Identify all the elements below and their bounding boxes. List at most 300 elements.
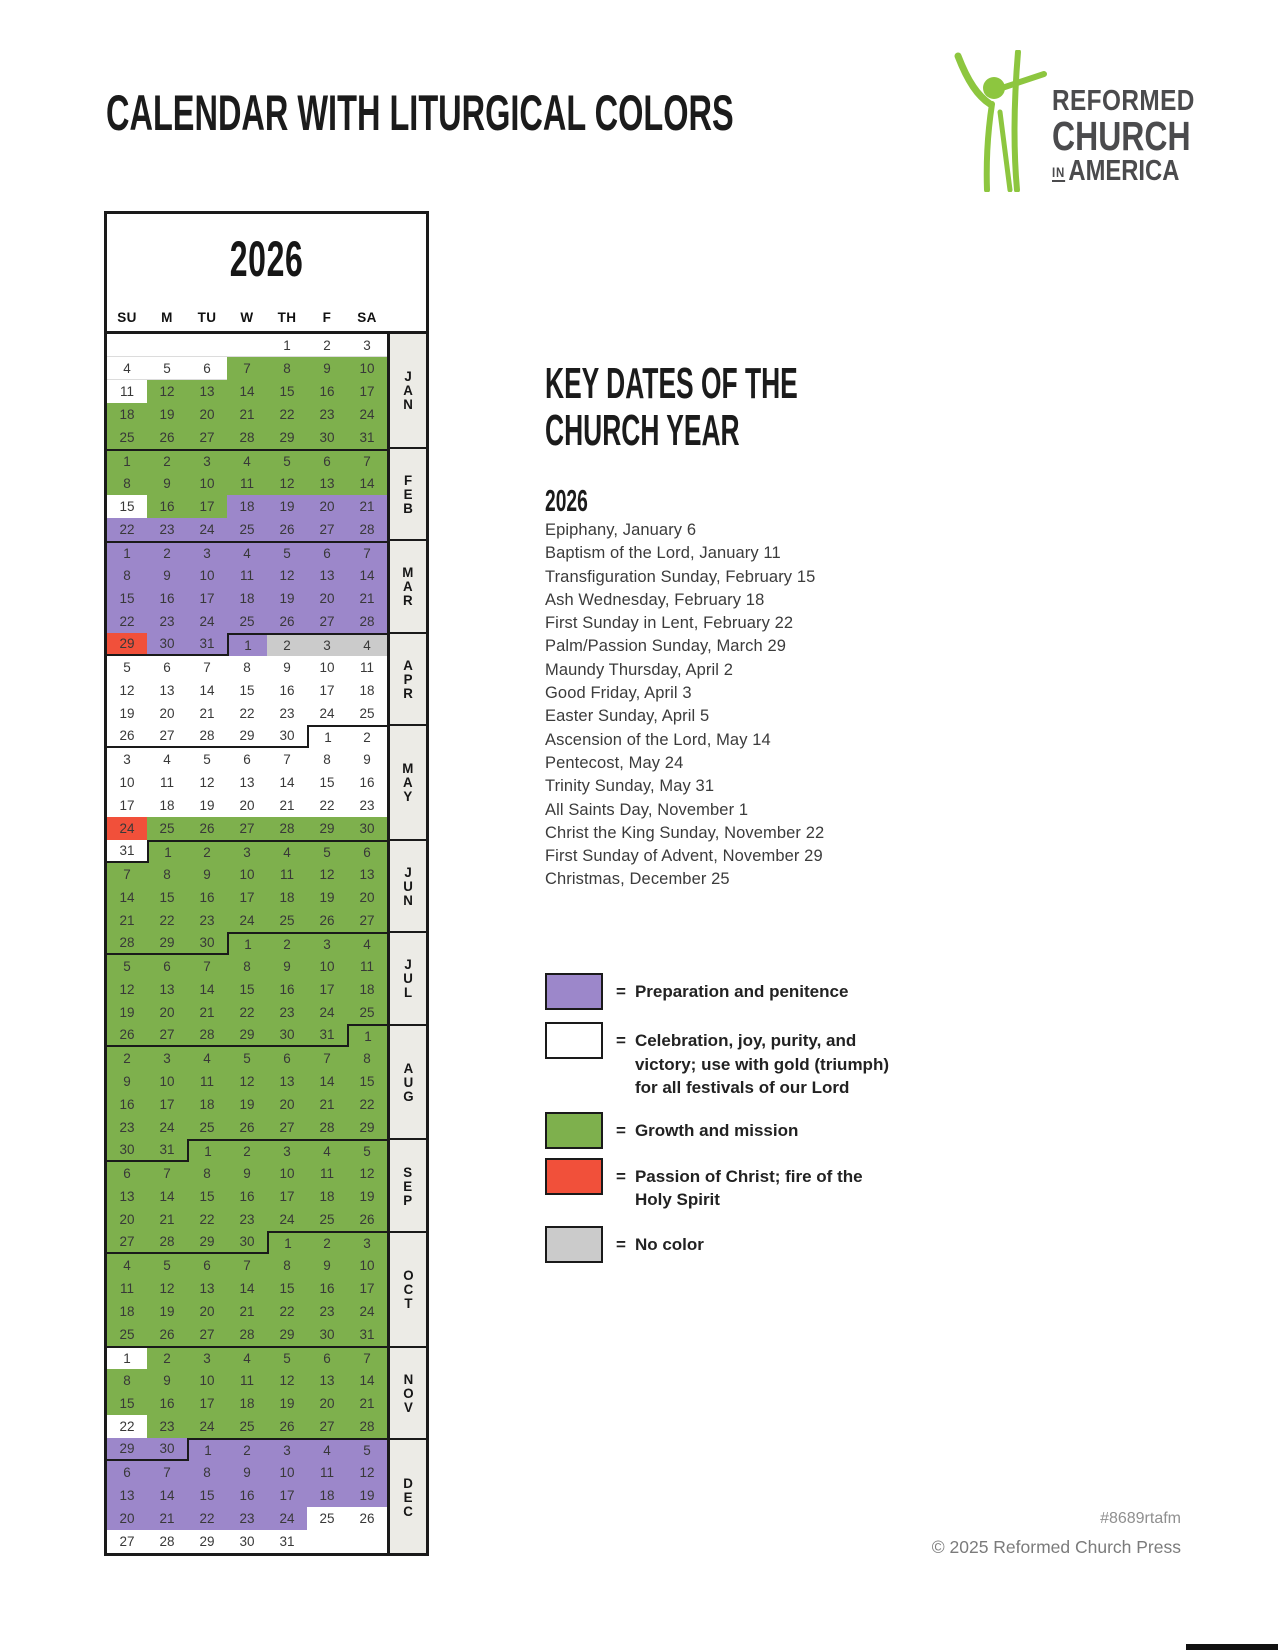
day-cell: 26 bbox=[267, 518, 307, 541]
day-cell: 26 bbox=[147, 1323, 187, 1346]
day-cell: 7 bbox=[307, 1047, 347, 1070]
month-label-letter: N bbox=[403, 396, 413, 413]
month-label bbox=[402, 565, 413, 607]
day-cell: 29 bbox=[187, 1231, 227, 1254]
week-row bbox=[107, 1070, 387, 1093]
equals-sign: = bbox=[616, 1234, 626, 1254]
day-cell: 13 bbox=[147, 679, 187, 702]
day-cell: 27 bbox=[187, 426, 227, 449]
day-cell: 17 bbox=[147, 1093, 187, 1116]
day-cell: 14 bbox=[227, 380, 267, 403]
day-cell: 18 bbox=[347, 978, 387, 1001]
day-cell: 26 bbox=[107, 725, 147, 748]
day-cell: 4 bbox=[227, 541, 267, 564]
day-cell: 9 bbox=[107, 1070, 147, 1093]
equals-sign: = bbox=[616, 1120, 626, 1140]
day-cell: 28 bbox=[227, 426, 267, 449]
day-cell: 15 bbox=[227, 978, 267, 1001]
day-cell: 21 bbox=[307, 1093, 347, 1116]
day-cell: 1 bbox=[267, 1231, 307, 1254]
day-cell: 19 bbox=[107, 1001, 147, 1024]
day-cell: 7 bbox=[227, 1254, 267, 1277]
key-date-item: First Sunday of Advent, November 29 bbox=[545, 847, 823, 866]
day-cell: 17 bbox=[307, 978, 347, 1001]
day-cell: 16 bbox=[227, 1484, 267, 1507]
day-cell: 3 bbox=[307, 932, 347, 955]
key-dates-heading-line1: KEY DATES OF THE bbox=[545, 359, 798, 408]
day-cell: 29 bbox=[107, 1438, 147, 1461]
day-cell: 28 bbox=[187, 1024, 227, 1047]
day-cell: 2 bbox=[187, 840, 227, 863]
month-label-letter: C bbox=[403, 1281, 413, 1298]
day-cell: 15 bbox=[267, 380, 307, 403]
day-cell: 25 bbox=[227, 518, 267, 541]
legend-text-line: No color bbox=[634, 1234, 704, 1254]
day-cell: 27 bbox=[107, 1530, 147, 1553]
day-cell: 21 bbox=[107, 909, 147, 932]
rca-logo-mark bbox=[950, 50, 1050, 192]
day-cell: 2 bbox=[227, 1438, 267, 1461]
key-date-item: Epiphany, January 6 bbox=[545, 521, 697, 539]
day-cell: 1 bbox=[307, 725, 347, 748]
day-cell: 8 bbox=[187, 1461, 227, 1484]
day-cell: 16 bbox=[107, 1093, 147, 1116]
day-cell: 14 bbox=[227, 1277, 267, 1300]
day-cell: 18 bbox=[267, 886, 307, 909]
day-cell: 31 bbox=[347, 426, 387, 449]
day-cell: 17 bbox=[187, 1392, 227, 1415]
day-cell: 23 bbox=[267, 702, 307, 725]
day-cell: 22 bbox=[267, 403, 307, 426]
day-cell: 12 bbox=[147, 1277, 187, 1300]
day-cell: 16 bbox=[307, 380, 347, 403]
day-cell: 22 bbox=[107, 610, 147, 633]
day-cell: 30 bbox=[227, 1530, 267, 1553]
logo-head-icon bbox=[983, 77, 1005, 99]
day-cell: 18 bbox=[107, 1300, 147, 1323]
day-cell: 24 bbox=[187, 610, 227, 633]
day-cell: 11 bbox=[227, 1369, 267, 1392]
day-cell: 6 bbox=[187, 1254, 227, 1277]
day-cell: 7 bbox=[347, 541, 387, 564]
day-cell: 22 bbox=[227, 1001, 267, 1024]
day-cell: 21 bbox=[347, 587, 387, 610]
day-cell: 29 bbox=[267, 1323, 307, 1346]
day-cell: 25 bbox=[227, 610, 267, 633]
day-cell: 26 bbox=[107, 1024, 147, 1047]
footer-copyright: © 2025 Reformed Church Press bbox=[931, 1537, 1181, 1557]
day-cell: 19 bbox=[347, 1185, 387, 1208]
month-label-letter: N bbox=[403, 892, 413, 909]
day-cell: 22 bbox=[107, 1415, 147, 1438]
key-date-item: Christ the King Sunday, November 22 bbox=[545, 823, 825, 842]
day-cell: 27 bbox=[307, 518, 347, 541]
legend-label bbox=[616, 1022, 889, 1100]
day-cell: 25 bbox=[227, 1415, 267, 1438]
day-cell: 18 bbox=[147, 794, 187, 817]
day-cell: 20 bbox=[147, 1001, 187, 1024]
key-dates-heading bbox=[545, 360, 798, 454]
day-cell: 24 bbox=[147, 1116, 187, 1139]
day-cell: 12 bbox=[227, 1070, 267, 1093]
day-cell: 8 bbox=[107, 472, 147, 495]
week-row bbox=[107, 1507, 387, 1530]
day-cell: 27 bbox=[187, 1323, 227, 1346]
day-cell: 12 bbox=[347, 1461, 387, 1484]
month-segment-may bbox=[390, 724, 426, 839]
key-date-item: Ascension of the Lord, May 14 bbox=[545, 730, 771, 749]
day-cell: 23 bbox=[147, 518, 187, 541]
month-label-letter: O bbox=[402, 1384, 414, 1401]
day-cell: 30 bbox=[227, 1231, 267, 1254]
day-cell: 23 bbox=[107, 1116, 147, 1139]
day-cell: 17 bbox=[307, 679, 347, 702]
day-cell: 4 bbox=[187, 1047, 227, 1070]
day-cell: 11 bbox=[347, 955, 387, 978]
day-cell: 26 bbox=[267, 610, 307, 633]
day-cell: 6 bbox=[267, 1047, 307, 1070]
day-cell: 21 bbox=[187, 1001, 227, 1024]
day-cell: 13 bbox=[307, 564, 347, 587]
day-cell: 2 bbox=[147, 449, 187, 472]
day-cell: 26 bbox=[267, 1415, 307, 1438]
legend-swatch-passion bbox=[545, 1158, 603, 1195]
day-cell: 31 bbox=[187, 633, 227, 656]
day-cell: 2 bbox=[307, 334, 347, 357]
day-cell: 13 bbox=[187, 380, 227, 403]
day-cell: 11 bbox=[227, 472, 267, 495]
month-label-letter: A bbox=[403, 656, 413, 673]
day-cell: 4 bbox=[267, 840, 307, 863]
day-cell: 4 bbox=[307, 1139, 347, 1162]
key-date-item: Good Friday, April 3 bbox=[545, 684, 692, 703]
week-row bbox=[107, 1484, 387, 1507]
day-cell: 3 bbox=[267, 1438, 307, 1461]
month-label-letter: A bbox=[403, 774, 413, 791]
week-row bbox=[107, 1369, 387, 1392]
week-row bbox=[107, 426, 387, 449]
week-row bbox=[107, 1254, 387, 1277]
day-cell: 20 bbox=[107, 1208, 147, 1231]
month-label-letter: D bbox=[403, 1474, 413, 1491]
month-segment-nov bbox=[390, 1346, 426, 1438]
day-cell: 15 bbox=[107, 1392, 147, 1415]
day-cell: 25 bbox=[187, 1116, 227, 1139]
day-cell: 6 bbox=[347, 840, 387, 863]
day-cell: 13 bbox=[107, 1185, 147, 1208]
day-cell: 14 bbox=[347, 564, 387, 587]
week-row bbox=[107, 1530, 387, 1553]
month-segment-feb bbox=[390, 447, 426, 539]
week-row bbox=[107, 840, 387, 863]
day-cell: 9 bbox=[227, 1461, 267, 1484]
week-row bbox=[107, 1139, 387, 1162]
day-cell: 16 bbox=[187, 886, 227, 909]
day-cell: 1 bbox=[147, 840, 187, 863]
day-cell: 27 bbox=[147, 1024, 187, 1047]
day-cell bbox=[187, 334, 227, 357]
day-cell: 6 bbox=[307, 449, 347, 472]
day-cell: 7 bbox=[187, 656, 227, 679]
day-cell: 23 bbox=[307, 403, 347, 426]
legend-label bbox=[616, 1158, 863, 1212]
day-cell: 14 bbox=[267, 771, 307, 794]
day-cell: 19 bbox=[347, 1484, 387, 1507]
day-cell: 24 bbox=[267, 1507, 307, 1530]
day-cell: 29 bbox=[267, 426, 307, 449]
day-cell: 20 bbox=[307, 495, 347, 518]
week-row bbox=[107, 725, 387, 748]
day-cell: 20 bbox=[307, 587, 347, 610]
legend-text-line: for all festivals of our Lord bbox=[634, 1078, 850, 1097]
day-cell: 2 bbox=[307, 1231, 347, 1254]
day-cell: 1 bbox=[187, 1139, 227, 1162]
day-cell: 3 bbox=[107, 748, 147, 771]
day-cell: 30 bbox=[107, 1139, 147, 1162]
day-cell: 25 bbox=[107, 1323, 147, 1346]
day-cell: 28 bbox=[347, 1415, 387, 1438]
day-cell: 22 bbox=[307, 794, 347, 817]
day-cell: 4 bbox=[307, 1438, 347, 1461]
day-cell: 3 bbox=[307, 633, 347, 656]
day-cell: 27 bbox=[107, 1231, 147, 1254]
month-segment-oct bbox=[390, 1231, 426, 1346]
day-cell: 7 bbox=[147, 1162, 187, 1185]
day-cell: 25 bbox=[307, 1507, 347, 1530]
day-cell: 24 bbox=[107, 817, 147, 840]
day-cell: 8 bbox=[187, 1162, 227, 1185]
month-label-letter: U bbox=[403, 878, 413, 895]
day-cell: 26 bbox=[147, 426, 187, 449]
week-row bbox=[107, 794, 387, 817]
week-row bbox=[107, 1093, 387, 1116]
day-cell: 12 bbox=[267, 564, 307, 587]
day-cell: 4 bbox=[147, 748, 187, 771]
day-cell: 18 bbox=[107, 403, 147, 426]
day-cell: 2 bbox=[107, 1047, 147, 1070]
day-cell: 11 bbox=[307, 1461, 347, 1484]
legend-text-line: Growth and mission bbox=[634, 1120, 799, 1140]
day-cell: 21 bbox=[227, 1300, 267, 1323]
week-row bbox=[107, 1047, 387, 1070]
day-cell: 23 bbox=[187, 909, 227, 932]
legend-text bbox=[635, 1029, 889, 1100]
day-cell: 16 bbox=[147, 587, 187, 610]
day-cell: 31 bbox=[147, 1139, 187, 1162]
day-cell: 19 bbox=[187, 794, 227, 817]
legend-swatch-preparation bbox=[545, 973, 603, 1010]
day-cell: 28 bbox=[347, 610, 387, 633]
week-row bbox=[107, 1024, 387, 1047]
day-cell: 21 bbox=[147, 1208, 187, 1231]
day-cell: 4 bbox=[107, 1254, 147, 1277]
day-cell: 19 bbox=[267, 1392, 307, 1415]
day-cell: 29 bbox=[227, 1024, 267, 1047]
key-date-item: All Saints Day, November 1 bbox=[545, 800, 749, 819]
day-cell: 17 bbox=[347, 1277, 387, 1300]
legend-item-growth bbox=[545, 1112, 1085, 1149]
day-cell: 18 bbox=[227, 495, 267, 518]
calendar-body bbox=[107, 334, 426, 1553]
day-cell: 14 bbox=[187, 978, 227, 1001]
day-header-cell: TU bbox=[197, 310, 217, 325]
day-cell: 30 bbox=[187, 932, 227, 955]
day-cell: 28 bbox=[147, 1530, 187, 1553]
day-cell: 9 bbox=[187, 863, 227, 886]
day-cell: 24 bbox=[347, 1300, 387, 1323]
logo-line-church: CHURCH bbox=[1052, 113, 1191, 159]
month-segment-apr bbox=[390, 632, 426, 724]
calendar-card bbox=[104, 211, 429, 1556]
key-date-item: Easter Sunday, April 5 bbox=[545, 707, 710, 726]
day-cell: 31 bbox=[347, 1323, 387, 1346]
day-cell: 7 bbox=[227, 357, 267, 380]
day-cell: 10 bbox=[347, 1254, 387, 1277]
day-cell: 30 bbox=[347, 817, 387, 840]
day-cell bbox=[347, 1530, 387, 1553]
week-row bbox=[107, 403, 387, 426]
month-label bbox=[403, 1476, 413, 1518]
day-header-row bbox=[107, 304, 426, 334]
day-cell: 6 bbox=[107, 1162, 147, 1185]
day-cell: 23 bbox=[227, 1507, 267, 1530]
legend-text bbox=[635, 1233, 704, 1257]
day-cell: 9 bbox=[307, 357, 347, 380]
week-row bbox=[107, 817, 387, 840]
month-label-letter: G bbox=[402, 1088, 414, 1105]
day-cell: 14 bbox=[147, 1185, 187, 1208]
month-label-letter: M bbox=[402, 564, 414, 581]
legend-text bbox=[635, 1119, 798, 1143]
day-cell: 4 bbox=[347, 932, 387, 955]
day-cell: 25 bbox=[267, 909, 307, 932]
week-row bbox=[107, 357, 387, 380]
day-cell: 12 bbox=[107, 679, 147, 702]
day-cell: 2 bbox=[147, 541, 187, 564]
day-cell: 17 bbox=[107, 794, 147, 817]
week-row bbox=[107, 702, 387, 725]
day-cell: 11 bbox=[307, 1162, 347, 1185]
legend-text-line: Celebration, joy, purity, and bbox=[634, 1031, 857, 1050]
day-cell: 16 bbox=[267, 679, 307, 702]
day-cell: 22 bbox=[227, 702, 267, 725]
equals-sign: = bbox=[616, 982, 626, 1001]
day-cell: 12 bbox=[187, 771, 227, 794]
footer bbox=[932, 1510, 1181, 1558]
week-row bbox=[107, 1116, 387, 1139]
month-label-letter: U bbox=[403, 1074, 413, 1091]
week-row bbox=[107, 886, 387, 909]
day-cell: 15 bbox=[107, 495, 147, 518]
week-row bbox=[107, 1300, 387, 1323]
day-cell: 26 bbox=[307, 909, 347, 932]
week-row bbox=[107, 1392, 387, 1415]
day-cell: 15 bbox=[107, 587, 147, 610]
day-cell: 26 bbox=[347, 1208, 387, 1231]
week-row bbox=[107, 1208, 387, 1231]
day-cell: 18 bbox=[307, 1185, 347, 1208]
day-cell: 18 bbox=[227, 1392, 267, 1415]
legend-text-line: Holy Spirit bbox=[634, 1190, 720, 1209]
day-header-cell: F bbox=[322, 310, 332, 325]
month-label-letter: N bbox=[403, 1370, 413, 1387]
day-cell: 15 bbox=[267, 1277, 307, 1300]
month-label-letter: R bbox=[403, 684, 413, 701]
key-date-item: Trinity Sunday, May 31 bbox=[545, 777, 715, 796]
day-header-cell: SU bbox=[117, 310, 137, 325]
day-cell: 20 bbox=[227, 794, 267, 817]
week-row bbox=[107, 748, 387, 771]
day-cell: 13 bbox=[227, 771, 267, 794]
day-cell: 22 bbox=[187, 1208, 227, 1231]
day-cell: 29 bbox=[147, 932, 187, 955]
day-cell: 1 bbox=[267, 334, 307, 357]
day-cell: 16 bbox=[147, 495, 187, 518]
day-cell: 2 bbox=[147, 1346, 187, 1369]
day-cell: 6 bbox=[187, 357, 227, 380]
day-cell: 6 bbox=[307, 541, 347, 564]
day-cell: 6 bbox=[227, 748, 267, 771]
day-cell: 5 bbox=[227, 1047, 267, 1070]
day-cell: 7 bbox=[267, 748, 307, 771]
day-cell: 19 bbox=[267, 495, 307, 518]
day-cell: 18 bbox=[187, 1093, 227, 1116]
day-cell: 10 bbox=[227, 863, 267, 886]
month-label-letter: E bbox=[403, 486, 413, 503]
day-cell: 20 bbox=[107, 1507, 147, 1530]
month-label bbox=[402, 761, 413, 803]
day-cell: 11 bbox=[107, 1277, 147, 1300]
day-cell: 1 bbox=[107, 1346, 147, 1369]
day-cell: 8 bbox=[147, 863, 187, 886]
day-cell: 5 bbox=[347, 1139, 387, 1162]
day-cell: 23 bbox=[147, 610, 187, 633]
week-row bbox=[107, 1415, 387, 1438]
day-cell: 9 bbox=[147, 564, 187, 587]
day-cell: 16 bbox=[347, 771, 387, 794]
day-cell: 3 bbox=[187, 449, 227, 472]
day-cell: 9 bbox=[267, 955, 307, 978]
day-cell: 19 bbox=[227, 1093, 267, 1116]
day-cell: 23 bbox=[147, 1415, 187, 1438]
day-cell: 1 bbox=[107, 541, 147, 564]
day-cell: 20 bbox=[267, 1093, 307, 1116]
day-cell: 10 bbox=[187, 1369, 227, 1392]
key-date-item: Maundy Thursday, April 2 bbox=[545, 660, 733, 679]
day-cell: 13 bbox=[307, 1369, 347, 1392]
day-cell: 16 bbox=[227, 1185, 267, 1208]
day-cell: 9 bbox=[307, 1254, 347, 1277]
day-cell: 24 bbox=[307, 1001, 347, 1024]
day-cell: 29 bbox=[107, 633, 147, 656]
month-label-letter: J bbox=[404, 368, 412, 385]
day-cell: 15 bbox=[347, 1070, 387, 1093]
day-cell: 30 bbox=[267, 1024, 307, 1047]
month-label bbox=[404, 1165, 413, 1207]
month-strip bbox=[387, 334, 426, 1553]
day-cell: 5 bbox=[107, 656, 147, 679]
month-segment-aug bbox=[390, 1024, 426, 1139]
day-cell: 31 bbox=[107, 840, 147, 863]
legend-item-preparation bbox=[545, 973, 1085, 1010]
day-cell: 20 bbox=[187, 403, 227, 426]
week-row bbox=[107, 909, 387, 932]
day-cell: 19 bbox=[147, 403, 187, 426]
month-label-letter: R bbox=[403, 592, 413, 609]
month-label bbox=[403, 865, 413, 907]
day-header-cell: TH bbox=[277, 310, 297, 325]
day-cell: 22 bbox=[267, 1300, 307, 1323]
